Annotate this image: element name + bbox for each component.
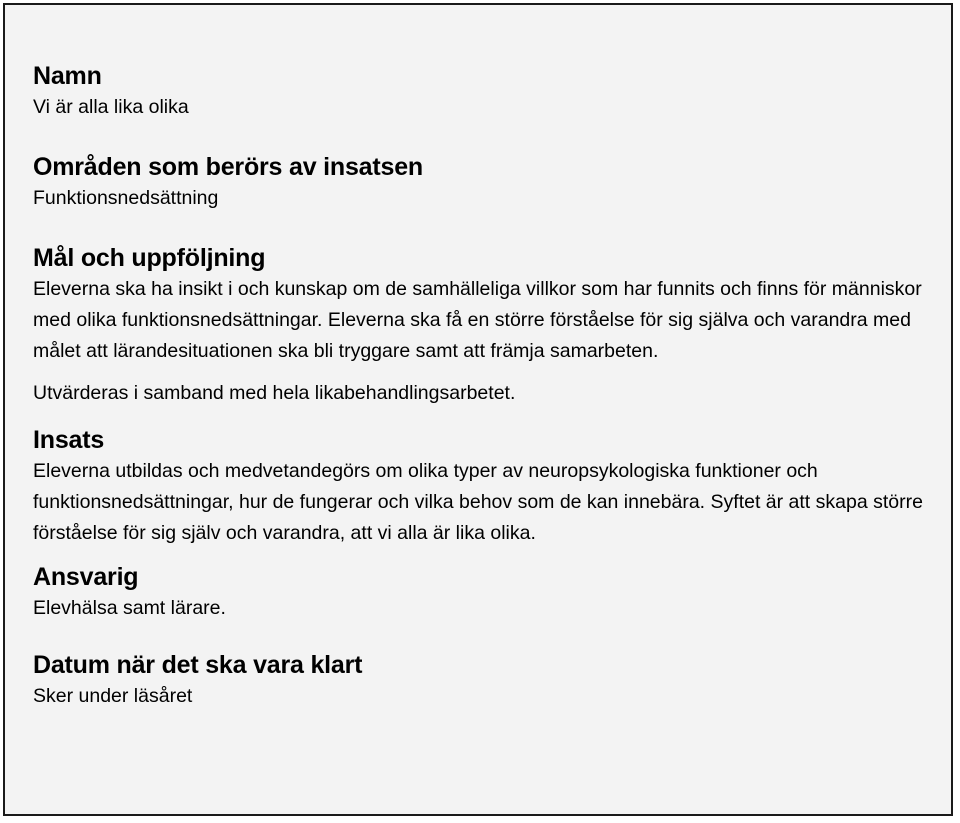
document-content [33,60,933,712]
heading-namn: Namn [33,62,102,90]
document-frame [3,3,953,816]
heading-mal-och-uppfoljning: Mål och uppföljning [33,244,266,272]
text-datum: Sker under läsåret [33,685,193,707]
heading-datum: Datum när det ska vara klart [33,651,363,679]
text-mal: Eleverna ska ha insikt i och kunskap om de samhälleliga villkor som har funnits och finns för människor med olika funktionsnedsättningar. Eleverna ska få en större förståelse för sig själva och varandra med målet att lärandesituationen ska bli tryggare samt att främja samarbeten. [33,278,922,362]
section-insats [33,424,933,549]
text-insats: Eleverna utbildas och medvetandegörs om olika typer av neuropsykologiska funktioner och funktionsnedsättningar, hur de fungerar och vilka behov som de kan innebära. Syftet är att skapa större förståelse för sig själv och varandra, att vi alla är lika olika. [33,460,923,544]
section-datum [33,649,933,712]
text-ansvarig: Elevhälsa samt lärare. [33,597,226,619]
heading-omraden: Områden som berörs av insatsen [33,153,423,181]
text-omraden: Funktionsnedsättning [33,187,219,209]
heading-insats: Insats [33,426,105,454]
section-mal-och-uppfoljning [33,242,933,409]
section-ansvarig [33,561,933,624]
heading-ansvarig: Ansvarig [33,563,139,591]
section-namn [33,60,933,123]
text-uppfoljning: Utvärderas i samband med hela likabehandlingsarbetet. [33,382,516,404]
text-namn: Vi är alla lika olika [33,96,189,118]
section-omraden [33,151,933,214]
